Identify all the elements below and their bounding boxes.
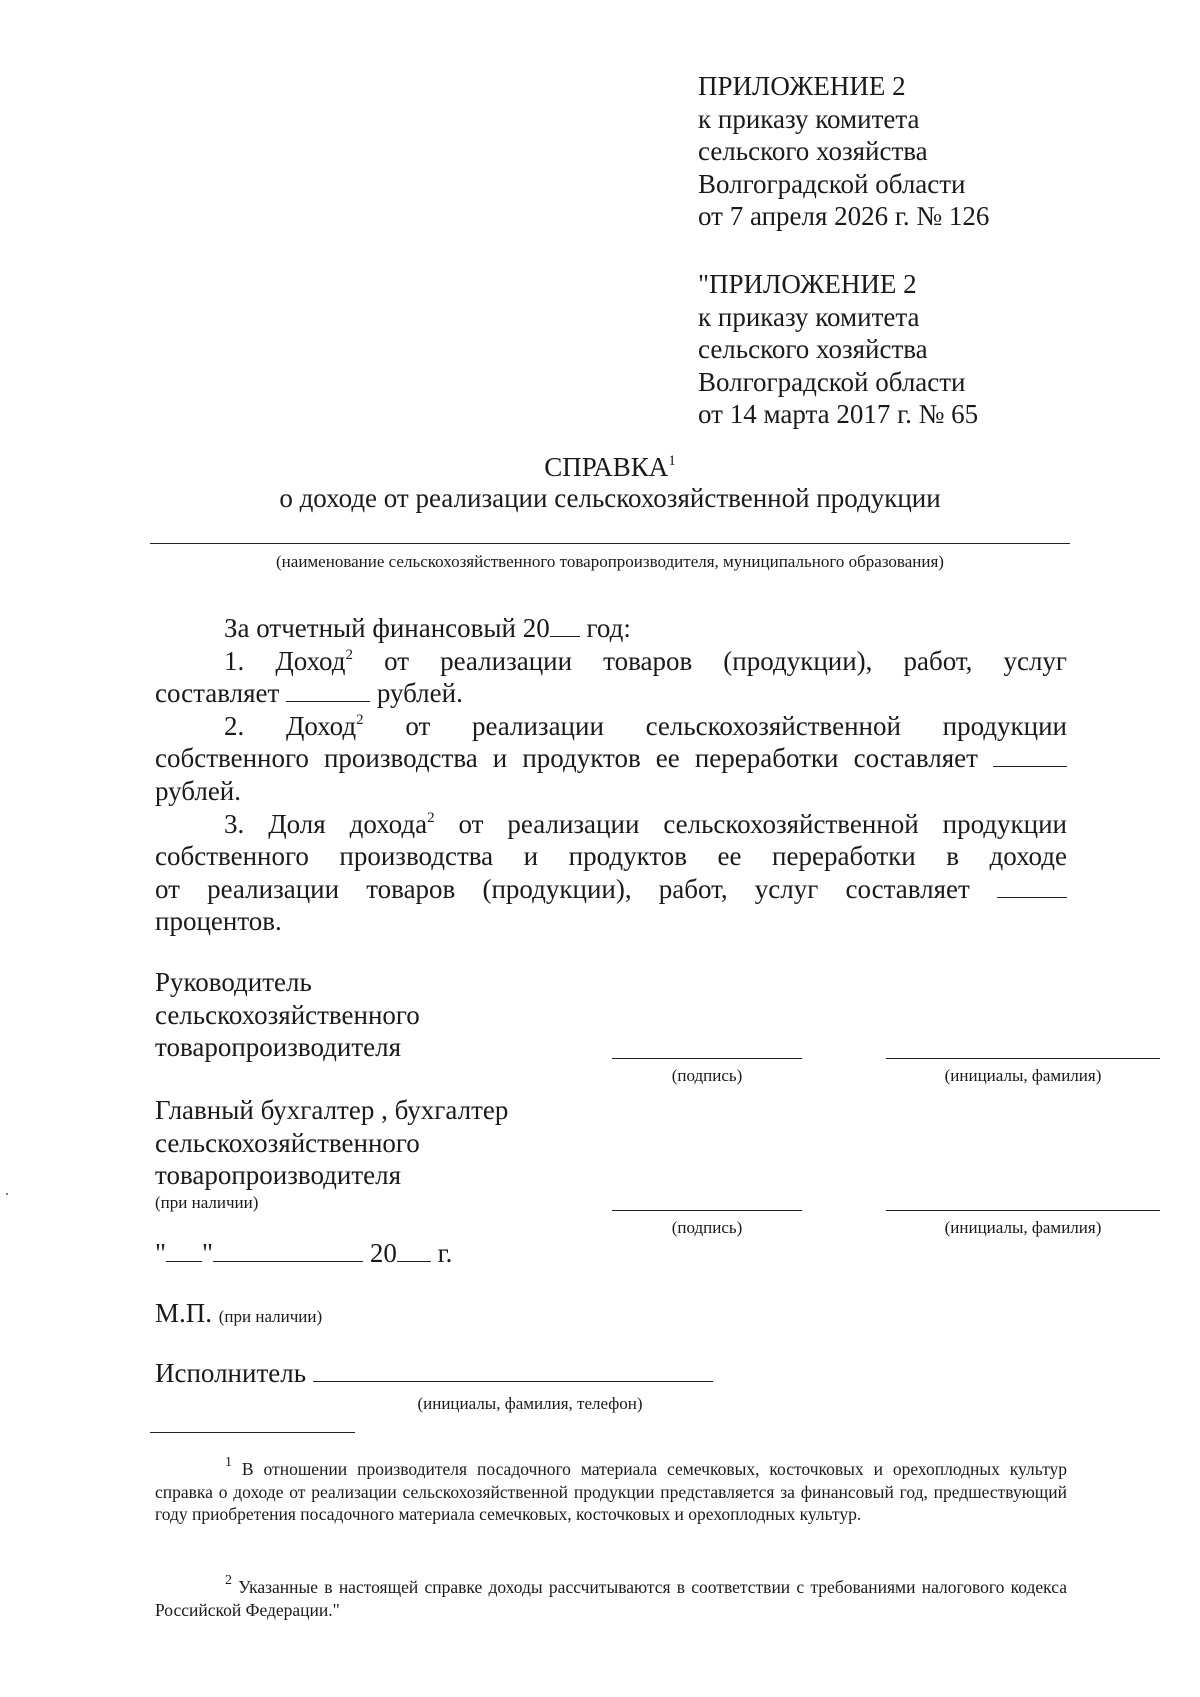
report-body: [155, 612, 1067, 938]
document-title: [150, 452, 1070, 514]
item-1: 1. Доход$^2$ от реализации товаров (продукции), работ, услуг: [224, 645, 1067, 676]
title-subtitle: о доходе от реализации сельскохозяйственной продукции: [279, 483, 941, 513]
item-3-cont: от реализации товаров (продукции), работ, услуг составляет: [155, 873, 1067, 906]
item-3-end: процентов.: [155, 906, 282, 937]
name-caption: (инициалы, фамилия): [944, 1218, 1102, 1237]
footnote-mark: 1: [225, 1455, 232, 1470]
accountant-name-line: [886, 1210, 1160, 1211]
appendix-line: "ПРИЛОЖЕНИЕ 2: [698, 269, 917, 299]
appendix-line: к приказу комитета: [698, 301, 920, 332]
appendix-line: ПРИЛОЖЕНИЕ 2: [698, 71, 906, 101]
accountant-signature-label: Главный бухгалтер , бухгалтер сельскохозяйственного товаропроизводителя (при наличии): [155, 1095, 509, 1212]
footnote-ref: 1: [668, 453, 676, 469]
item-1-cont: составляет рублей.: [155, 678, 463, 709]
date-row: " " 20 г.: [155, 1238, 453, 1268]
footnote-2: $^2$ Указанные в настоящей справке доходы рассчитываются в соответствии с требованиями налогового кодекса Российской Федерации.": [155, 1573, 1067, 1620]
head-signature-line: [612, 1058, 802, 1059]
footnote-ref: 2: [427, 809, 435, 826]
footnote-1: $^1$ В отношении производителя посадочного материала семечковых, косточковых и орехоплодных культур справка о доходе от реализации сельскохозяйственной продукции представляется за финансовый год, предшествующий году приобретения посадочного материала семечковых, косточковых и орехоплодных культур.: [155, 1455, 1067, 1524]
executor-row: Исполнитель: [155, 1358, 713, 1389]
footnote-ref: 2: [356, 711, 364, 728]
title-main: СПРАВКА$^1$: [544, 452, 676, 482]
date-year-blank: [397, 1239, 431, 1262]
executor-blank: [313, 1359, 713, 1382]
income-blank: [286, 679, 370, 702]
appendix-line: к приказу комитета: [698, 103, 920, 134]
agri-income-blank: [993, 744, 1067, 767]
signature-caption: (подпись): [671, 1218, 743, 1237]
appendix-line: Волгоградской области: [698, 168, 966, 199]
period-line: За отчетный финансовый 20 год:: [224, 613, 631, 643]
day-blank: [166, 1239, 202, 1262]
footnote-separator: [150, 1432, 355, 1433]
item-3-cont: собственного производства и продуктов ее переработки в доходе: [155, 841, 1067, 872]
producer-name-caption: (наименование сельскохозяйственного товаропроизводителя, муниципального образования): [276, 552, 944, 571]
if-available-note: (при наличии): [155, 1192, 259, 1212]
name-caption: (инициалы, фамилия): [944, 1066, 1102, 1085]
producer-name-line: [150, 543, 1070, 544]
footnote-mark: 2: [225, 1573, 232, 1588]
item-2-end: рублей.: [155, 775, 242, 806]
appendix-line: от 7 апреля 2026 г. № 126: [698, 201, 990, 231]
appendix-line: Волгоградской области: [698, 366, 966, 397]
share-blank: [997, 875, 1067, 898]
month-blank: [213, 1239, 363, 1262]
signature-caption: (подпись): [671, 1066, 743, 1085]
appendix-line: от 14 марта 2017 г. № 65: [698, 399, 979, 429]
appendix-header-new: [698, 70, 1158, 233]
scan-speck: [6, 1193, 8, 1195]
item-2-cont: собственного производства и продуктов ее переработки составляет: [155, 742, 1067, 775]
footnote-ref: 2: [345, 646, 354, 663]
item-2: 2. Доход$^2$ от реализации сельскохозяйственной продукции: [224, 710, 1067, 741]
accountant-signature-line: [612, 1210, 802, 1211]
head-signature-label: Руководитель сельскохозяйственного товаропроизводителя: [155, 967, 420, 1063]
item-3: 3. Доля дохода$^2$ от реализации сельскохозяйственной продукции: [224, 808, 1068, 839]
appendix-line: сельского хозяйства: [698, 136, 928, 166]
head-name-line: [886, 1058, 1160, 1059]
appendix-line: сельского хозяйства: [698, 334, 928, 364]
year-blank: [550, 614, 580, 637]
executor-caption: (инициалы, фамилия, телефон): [417, 1394, 643, 1413]
stamp-place: М.П. (при наличии): [155, 1298, 323, 1328]
appendix-header-old: [698, 268, 1158, 431]
